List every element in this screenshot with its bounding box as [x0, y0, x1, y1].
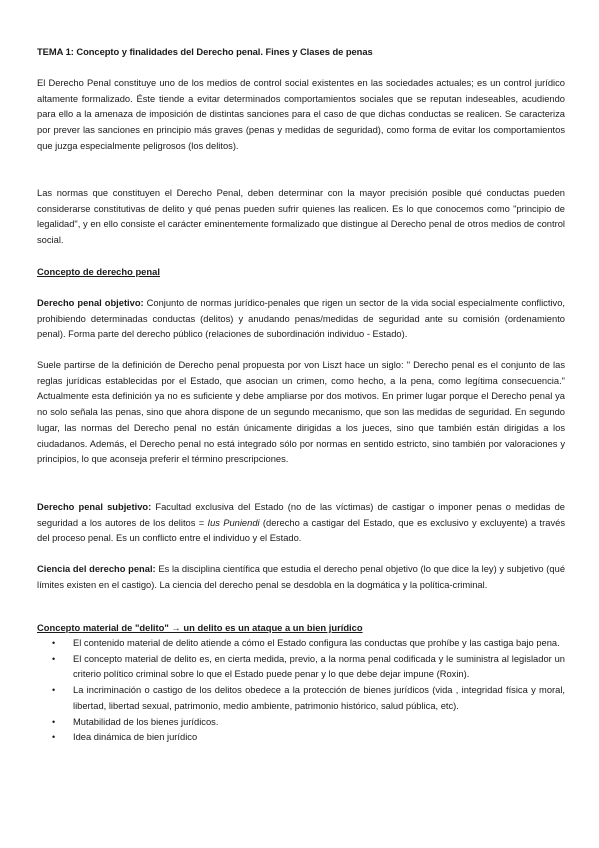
document-title: TEMA 1: Concepto y finalidades del Derecho penal. Fines y Clases de penas [37, 46, 373, 57]
subjetivo-paragraph [37, 500, 565, 547]
bullet-icon: • [52, 732, 56, 743]
bullet-list [37, 636, 565, 746]
bullet-icon: • [52, 653, 56, 664]
bullet-icon: • [52, 716, 56, 727]
list-item: • La incriminación o castigo de los delitos obedece a la protección de bienes jurídicos (vida , integridad física y moral, libertad, libertad sexual, patrimonio, medio ambiente, patrimonio histórico, salud pública, etc). [52, 685, 565, 711]
list-item: • El contenido material de delito atiende a cómo el Estado configura las conductas que prohíbe y las castiga bajo pena. [37, 636, 565, 652]
intro-paragraph-2: Las normas que constituyen el Derecho Penal, deben determinar con la mayor precisión posible qué conductas pueden considerarse constitutivas de delito y qué penas pueden sufrir quienes las realicen. Es lo que conocemos como "principio de legalidad", y en ello consiste el carácter eminentemente formalizado que distingue al Derecho penal de otros medios de control social. [37, 188, 565, 246]
list-item: • Idea dinámica de bien jurídico [37, 730, 565, 746]
subjetivo-text-b: (derecho a castigar del Estado, que es exclusivo y excluyente) a través del proceso penal. Es un conflicto entre el individuo y el Estado. [37, 517, 565, 544]
ius-puniendi-term: Ius Puniendi [207, 517, 260, 528]
bullet-icon: • [52, 685, 56, 696]
ciencia-text: Es la disciplina científica que estudia el derecho penal objetivo (lo que dice la ley) y subjetivo (qué límites existen en el castigo). La ciencia del derecho penal se desdobla en la dogmática y la política-criminal. [37, 564, 566, 590]
subjetivo-label: Derecho penal subjetivo: [37, 502, 152, 512]
ciencia-label: Ciencia del derecho penal: [37, 564, 156, 574]
liszt-paragraph: Suele partirse de la definición de Derecho penal propuesta por von Liszt hace un siglo: " Derecho penal es el conjunto de las reglas jurídicas establecidas por el Estado, que asocian un crimen, como hecho, a la pena, como legítima consecuencia." Actualmente esta definición ya no es suficiente y debe ampliarse por dos motivos. En primer lugar porque el Derecho penal ya no solo señala las penas, sino que ahora dispone de un segundo mecanismo, que son las medidas de seguridad. En segundo lugar, las normas del Derecho penal no están únicamente dirigidas a los jueces, sino que también están dirigidas a los ciudadanos. Además, el Derecho penal no está integrado sólo por normas en sentido estricto, sino también por valoraciones y principios, lo que aconseja preferir el término prescripciones. [37, 360, 565, 465]
section-heading-material: Concepto material de "delito" → un delito es un ataque a un bien jurídico [37, 622, 363, 633]
subjetivo-text-a: Facultad exclusiva del Estado (no de las víctimas) de castigar o imponer penas o medidas de seguridad a los autores de los delitos = [37, 502, 565, 528]
list-item: • El concepto material de delito es, en cierta medida, previo, a la norma penal codificada y le suministra al legislador un criterio político criminal sobre lo que el Estado puede penar y lo que debe dejar impune (Roxin). [52, 653, 565, 680]
objetivo-label: Derecho penal objetivo: [37, 298, 144, 308]
ciencia-paragraph [37, 562, 565, 593]
objetivo-paragraph [37, 296, 565, 343]
list-item: • Mutabilidad de los bienes jurídicos. [37, 715, 565, 731]
intro-paragraph-1: El Derecho Penal constituye uno de los medios de control social existentes en las sociedades actuales; es un control jurídico altamente formalizado. Éste tiende a evitar determinados comportamientos sociales que se reputan indeseables, acudiendo para ello a la amenaza de imposición de distintas sanciones para el caso de que dichas conductas se realicen. Se caracteriza por prever las sanciones en principio más graves (penas y medidas de seguridad), como forma de evitar los comportamientos que juzga especialmente peligrosos (los delitos). [37, 78, 565, 151]
section-heading-concepto: Concepto de derecho penal [37, 266, 160, 277]
bullet-icon: • [52, 638, 56, 648]
objetivo-text: Conjunto de normas jurídico-penales que rigen un sector de la vida social especialmente conflictivo, prohibiendo determinadas conductas (delitos) y anudando penas/medidas de seguridad ante su comisión (ordenamiento penal). Forma parte del derecho público (relaciones de subordinación individuo - Estado). [37, 298, 565, 340]
